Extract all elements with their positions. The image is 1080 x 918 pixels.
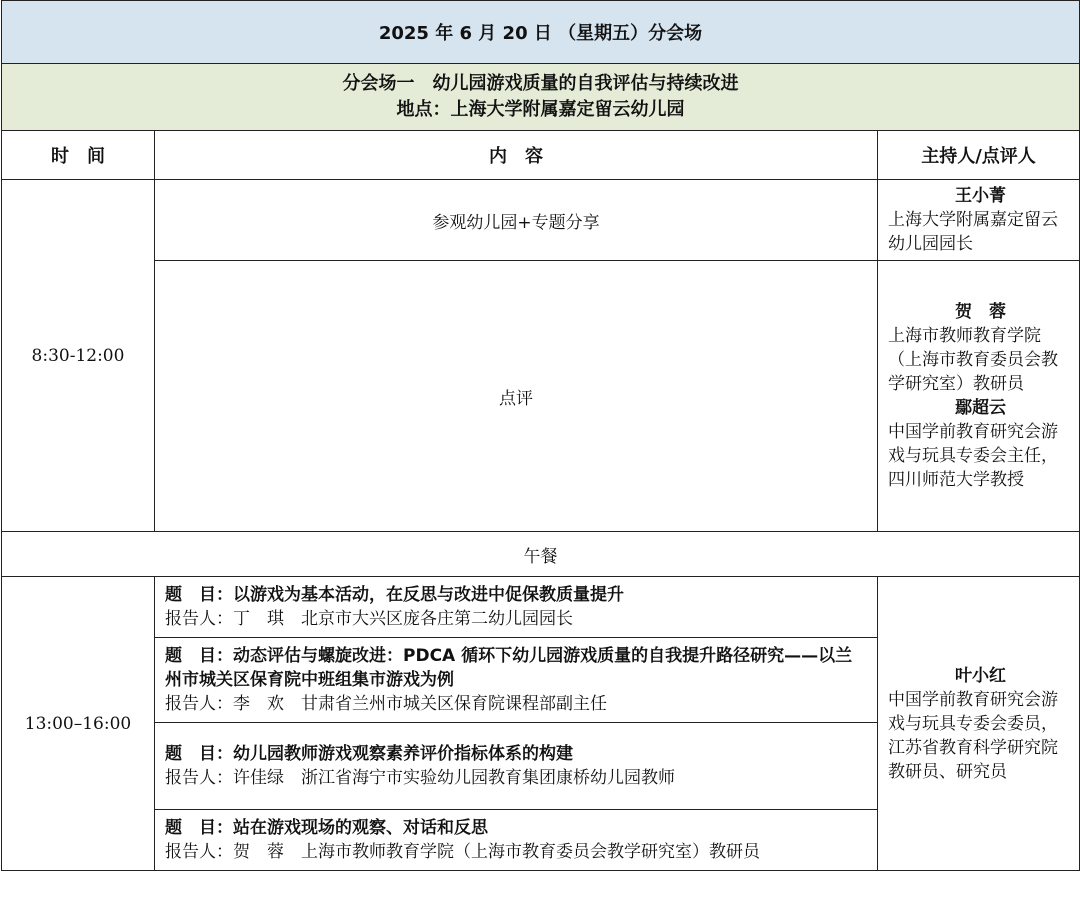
table-row — [2, 577, 1080, 638]
host-name: 王小菁 — [955, 186, 1006, 206]
session-info — [2, 64, 1080, 131]
talk-reporter: 报告人：许佳绿 浙江省海宁市实验幼儿园教育集团康桥幼儿园教师 — [165, 768, 675, 788]
host-name: 贺 蓉 — [955, 302, 1006, 322]
schedule-table — [1, 0, 1080, 871]
host-name: 鄢超云 — [955, 398, 1006, 418]
morning-host-1 — [878, 180, 1080, 261]
date-title-row — [2, 1, 1080, 64]
afternoon-host — [878, 577, 1080, 871]
session-row — [2, 64, 1080, 131]
table-row — [2, 180, 1080, 261]
talk-title: 题 目：站在游戏现场的观察、对话和反思 — [165, 818, 488, 838]
talk-item — [155, 577, 878, 638]
morning-host-2 — [878, 261, 1080, 532]
column-header-content: 内 容 — [155, 131, 878, 180]
morning-item-review: 点评 — [155, 261, 878, 532]
host-description: 中国学前教育研究会游戏与玩具专委会主任，四川师范大学教授 — [888, 422, 1058, 490]
column-header-host: 主持人/点评人 — [878, 131, 1080, 180]
talk-item — [155, 723, 878, 810]
morning-item-visit: 参观幼儿园+专题分享 — [155, 180, 878, 261]
afternoon-time: 13:00–16:00 — [2, 577, 155, 871]
column-header-row — [2, 131, 1080, 180]
host-description: 上海大学附属嘉定留云幼儿园园长 — [888, 210, 1058, 254]
talk-item — [155, 638, 878, 723]
host-name: 叶小红 — [955, 665, 1006, 686]
talk-item — [155, 810, 878, 871]
talk-title: 题 目：幼儿园教师游戏观察素养评价指标体系的构建 — [165, 744, 573, 764]
column-header-time: 时 间 — [2, 131, 155, 180]
session-title: 分会场一 幼儿园游戏质量的自我评估与持续改进 — [342, 73, 739, 94]
lunch-row — [2, 532, 1080, 577]
date-title: 2025 年 6 月 20 日 （星期五）分会场 — [2, 1, 1080, 64]
talk-reporter: 报告人：贺 蓉 上海市教师教育学院（上海市教育委员会教学研究室）教研员 — [165, 842, 760, 862]
table-row — [2, 261, 1080, 532]
talk-reporter: 报告人：李 欢 甘肃省兰州市城关区保育院课程部副主任 — [165, 694, 607, 714]
host-description: 上海市教师教育学院（上海市教育委员会教学研究室）教研员 — [888, 326, 1058, 394]
talk-reporter: 报告人：丁 琪 北京市大兴区庞各庄第二幼儿园园长 — [165, 609, 573, 629]
morning-time: 8:30-12:00 — [2, 180, 155, 532]
talk-title: 题 目：以游戏为基本活动，在反思与改进中促保教质量提升 — [165, 585, 624, 605]
host-description: 中国学前教育研究会游戏与玩具专委会委员，江苏省教育科学研究院教研员、研究员 — [888, 689, 1058, 782]
session-location: 地点：上海大学附属嘉定留云幼儿园 — [396, 99, 685, 120]
talk-title: 题 目：动态评估与螺旋改进：PDCA 循环下幼儿园游戏质量的自我提升路径研究——以兰州市城关区保育院中班组集市游戏为例 — [165, 646, 853, 690]
lunch-label: 午餐 — [2, 532, 1080, 577]
